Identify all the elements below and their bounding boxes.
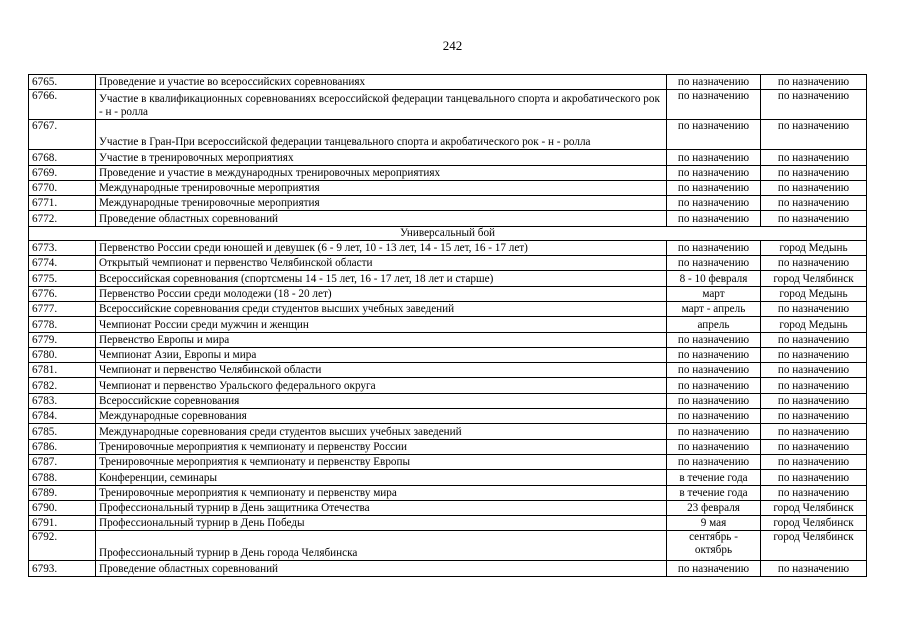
event-date-cell: по назначению: [667, 240, 761, 255]
event-date-cell: по назначению: [667, 256, 761, 271]
row-number-cell: 6777.: [29, 301, 96, 316]
events-table-body: [29, 75, 867, 577]
event-place-cell: город Медынь: [761, 317, 867, 332]
section-title: Универсальный бой: [29, 226, 867, 240]
event-name-cell: Международные тренировочные мероприятия: [96, 196, 667, 211]
table-row: [29, 470, 867, 485]
event-place-cell: город Челябинск: [761, 500, 867, 515]
table-row: [29, 393, 867, 408]
event-place-cell: по назначению: [761, 165, 867, 180]
event-date-cell: по назначению: [667, 332, 761, 347]
event-date-cell: по назначению: [667, 424, 761, 439]
row-number-cell: 6785.: [29, 424, 96, 439]
row-number-cell: 6766.: [29, 90, 96, 120]
row-number-cell: 6789.: [29, 485, 96, 500]
table-row: [29, 516, 867, 531]
table-row: [29, 271, 867, 286]
event-place-cell: город Медынь: [761, 286, 867, 301]
event-date-cell: по назначению: [667, 75, 761, 90]
row-number-cell: 6767.: [29, 120, 96, 150]
table-row: [29, 240, 867, 255]
table-row: [29, 409, 867, 424]
event-name-cell: Международные соревнования среди студентов высших учебных заведений: [96, 424, 667, 439]
event-name-cell: Участие в квалификационных соревнованиях всероссийской федерации танцевального спорта и акробатического рок - н - ролла: [96, 90, 667, 120]
event-date-cell: по назначению: [667, 120, 761, 150]
row-number-cell: 6783.: [29, 393, 96, 408]
row-number-cell: 6781.: [29, 363, 96, 378]
row-number-cell: 6784.: [29, 409, 96, 424]
event-name-cell: Проведение областных соревнований: [96, 211, 667, 226]
event-place-cell: по назначению: [761, 439, 867, 454]
event-place-cell: по назначению: [761, 196, 867, 211]
table-row: [29, 256, 867, 271]
event-name-cell: Тренировочные мероприятия к чемпионату и первенству России: [96, 439, 667, 454]
event-date-cell: по назначению: [667, 90, 761, 120]
table-row: [29, 500, 867, 515]
table-row: [29, 439, 867, 454]
event-place-cell: город Челябинск: [761, 531, 867, 561]
section-row: [29, 226, 867, 240]
event-place-cell: по назначению: [761, 90, 867, 120]
event-place-cell: по назначению: [761, 424, 867, 439]
event-date-cell: по назначению: [667, 409, 761, 424]
event-place-cell: по назначению: [761, 378, 867, 393]
row-number-cell: 6773.: [29, 240, 96, 255]
row-number-cell: 6768.: [29, 150, 96, 165]
events-table: [28, 74, 867, 577]
event-place-cell: по назначению: [761, 211, 867, 226]
row-number-cell: 6779.: [29, 332, 96, 347]
event-date-cell: по назначению: [667, 347, 761, 362]
event-date-cell: 8 - 10 февраля: [667, 271, 761, 286]
event-place-cell: по назначению: [761, 75, 867, 90]
event-name-cell: Открытый чемпионат и первенство Челябинской области: [96, 256, 667, 271]
event-date-cell: апрель: [667, 317, 761, 332]
row-number-cell: 6771.: [29, 196, 96, 211]
event-name-cell: Всероссийские соревнования среди студентов высших учебных заведений: [96, 301, 667, 316]
event-date-cell: по назначению: [667, 561, 761, 576]
event-date-cell: в течение года: [667, 470, 761, 485]
event-name-cell: Проведение областных соревнований: [96, 561, 667, 576]
event-date-cell: март: [667, 286, 761, 301]
event-name-cell: Участие в тренировочных мероприятиях: [96, 150, 667, 165]
event-date-cell: по назначению: [667, 439, 761, 454]
row-number-cell: 6791.: [29, 516, 96, 531]
row-number-cell: 6765.: [29, 75, 96, 90]
event-place-cell: город Медынь: [761, 240, 867, 255]
event-name-cell: Всероссийские соревнования: [96, 393, 667, 408]
event-date-cell: сентябрь - октябрь: [667, 531, 761, 561]
event-place-cell: по назначению: [761, 256, 867, 271]
event-place-cell: город Челябинск: [761, 271, 867, 286]
page-number: 242: [442, 38, 463, 53]
event-date-cell: по назначению: [667, 378, 761, 393]
table-row: [29, 211, 867, 226]
event-name-cell: Чемпионат и первенство Уральского федерального округа: [96, 378, 667, 393]
event-name-cell: Профессиональный турнир в День защитника Отечества: [96, 500, 667, 515]
event-name-cell: Проведение и участие в международных тренировочных мероприятиях: [96, 165, 667, 180]
row-number-cell: 6786.: [29, 439, 96, 454]
table-row: [29, 332, 867, 347]
event-place-cell: по назначению: [761, 180, 867, 195]
table-row: [29, 120, 867, 150]
row-number-cell: 6787.: [29, 454, 96, 469]
table-row: [29, 150, 867, 165]
table-row: [29, 424, 867, 439]
row-number-cell: 6788.: [29, 470, 96, 485]
table-row: [29, 347, 867, 362]
event-name-cell: Участие в Гран-При всероссийской федерации танцевального спорта и акробатического рок - н - ролла: [96, 120, 667, 150]
row-number-cell: 6778.: [29, 317, 96, 332]
row-number-cell: 6769.: [29, 165, 96, 180]
event-place-cell: по назначению: [761, 409, 867, 424]
event-date-cell: по назначению: [667, 211, 761, 226]
table-row: [29, 561, 867, 576]
event-place-cell: по назначению: [761, 485, 867, 500]
event-name-cell: Проведение и участие во всероссийских соревнованиях: [96, 75, 667, 90]
table-row: [29, 75, 867, 90]
event-date-cell: по назначению: [667, 165, 761, 180]
event-place-cell: по назначению: [761, 120, 867, 150]
event-date-cell: по назначению: [667, 393, 761, 408]
event-place-cell: по назначению: [761, 393, 867, 408]
event-date-cell: 9 мая: [667, 516, 761, 531]
event-date-cell: по назначению: [667, 363, 761, 378]
event-place-cell: по назначению: [761, 150, 867, 165]
event-place-cell: по назначению: [761, 347, 867, 362]
event-name-cell: Чемпионат и первенство Челябинской области: [96, 363, 667, 378]
table-row: [29, 90, 867, 120]
table-row: [29, 286, 867, 301]
event-place-cell: по назначению: [761, 561, 867, 576]
row-number-cell: 6770.: [29, 180, 96, 195]
event-name-cell: Конференции, семинары: [96, 470, 667, 485]
table-row: [29, 454, 867, 469]
event-date-cell: по назначению: [667, 150, 761, 165]
event-name-cell: Всероссийская соревнования (спортсмены 14 - 15 лет, 16 - 17 лет, 18 лет и старше): [96, 271, 667, 286]
row-number-cell: 6772.: [29, 211, 96, 226]
event-name-cell: Первенство Европы и мира: [96, 332, 667, 347]
event-date-cell: по назначению: [667, 454, 761, 469]
event-place-cell: по назначению: [761, 332, 867, 347]
event-name-cell: Профессиональный турнир в День города Челябинска: [96, 531, 667, 561]
event-name-cell: Чемпионат Азии, Европы и мира: [96, 347, 667, 362]
table-row: [29, 196, 867, 211]
event-name-cell: Первенство России среди молодежи (18 - 20 лет): [96, 286, 667, 301]
event-name-cell: Тренировочные мероприятия к чемпионату и первенству Европы: [96, 454, 667, 469]
event-date-cell: по назначению: [667, 180, 761, 195]
row-number-cell: 6776.: [29, 286, 96, 301]
row-number-cell: 6790.: [29, 500, 96, 515]
table-row: [29, 378, 867, 393]
row-number-cell: 6774.: [29, 256, 96, 271]
row-number-cell: 6793.: [29, 561, 96, 576]
event-name-cell: Тренировочные мероприятия к чемпионату и первенству мира: [96, 485, 667, 500]
row-number-cell: 6780.: [29, 347, 96, 362]
table-row: [29, 363, 867, 378]
table-row: [29, 485, 867, 500]
table-row: [29, 531, 867, 561]
event-date-cell: март - апрель: [667, 301, 761, 316]
event-name-cell: Международные тренировочные мероприятия: [96, 180, 667, 195]
table-row: [29, 317, 867, 332]
event-name-cell: Первенство России среди юношей и девушек (6 - 9 лет, 10 - 13 лет, 14 - 15 лет, 16 - 17 лет): [96, 240, 667, 255]
event-name-cell: Профессиональный турнир в День Победы: [96, 516, 667, 531]
event-place-cell: по назначению: [761, 454, 867, 469]
event-place-cell: по назначению: [761, 470, 867, 485]
event-name-cell: Чемпионат России среди мужчин и женщин: [96, 317, 667, 332]
table-row: [29, 180, 867, 195]
event-place-cell: по назначению: [761, 301, 867, 316]
row-number-cell: 6775.: [29, 271, 96, 286]
event-place-cell: по назначению: [761, 363, 867, 378]
row-number-cell: 6792.: [29, 531, 96, 561]
row-number-cell: 6782.: [29, 378, 96, 393]
event-place-cell: город Челябинск: [761, 516, 867, 531]
event-date-cell: в течение года: [667, 485, 761, 500]
table-row: [29, 301, 867, 316]
table-row: [29, 165, 867, 180]
event-name-cell: Международные соревнования: [96, 409, 667, 424]
event-date-cell: 23 февраля: [667, 500, 761, 515]
event-date-cell: по назначению: [667, 196, 761, 211]
